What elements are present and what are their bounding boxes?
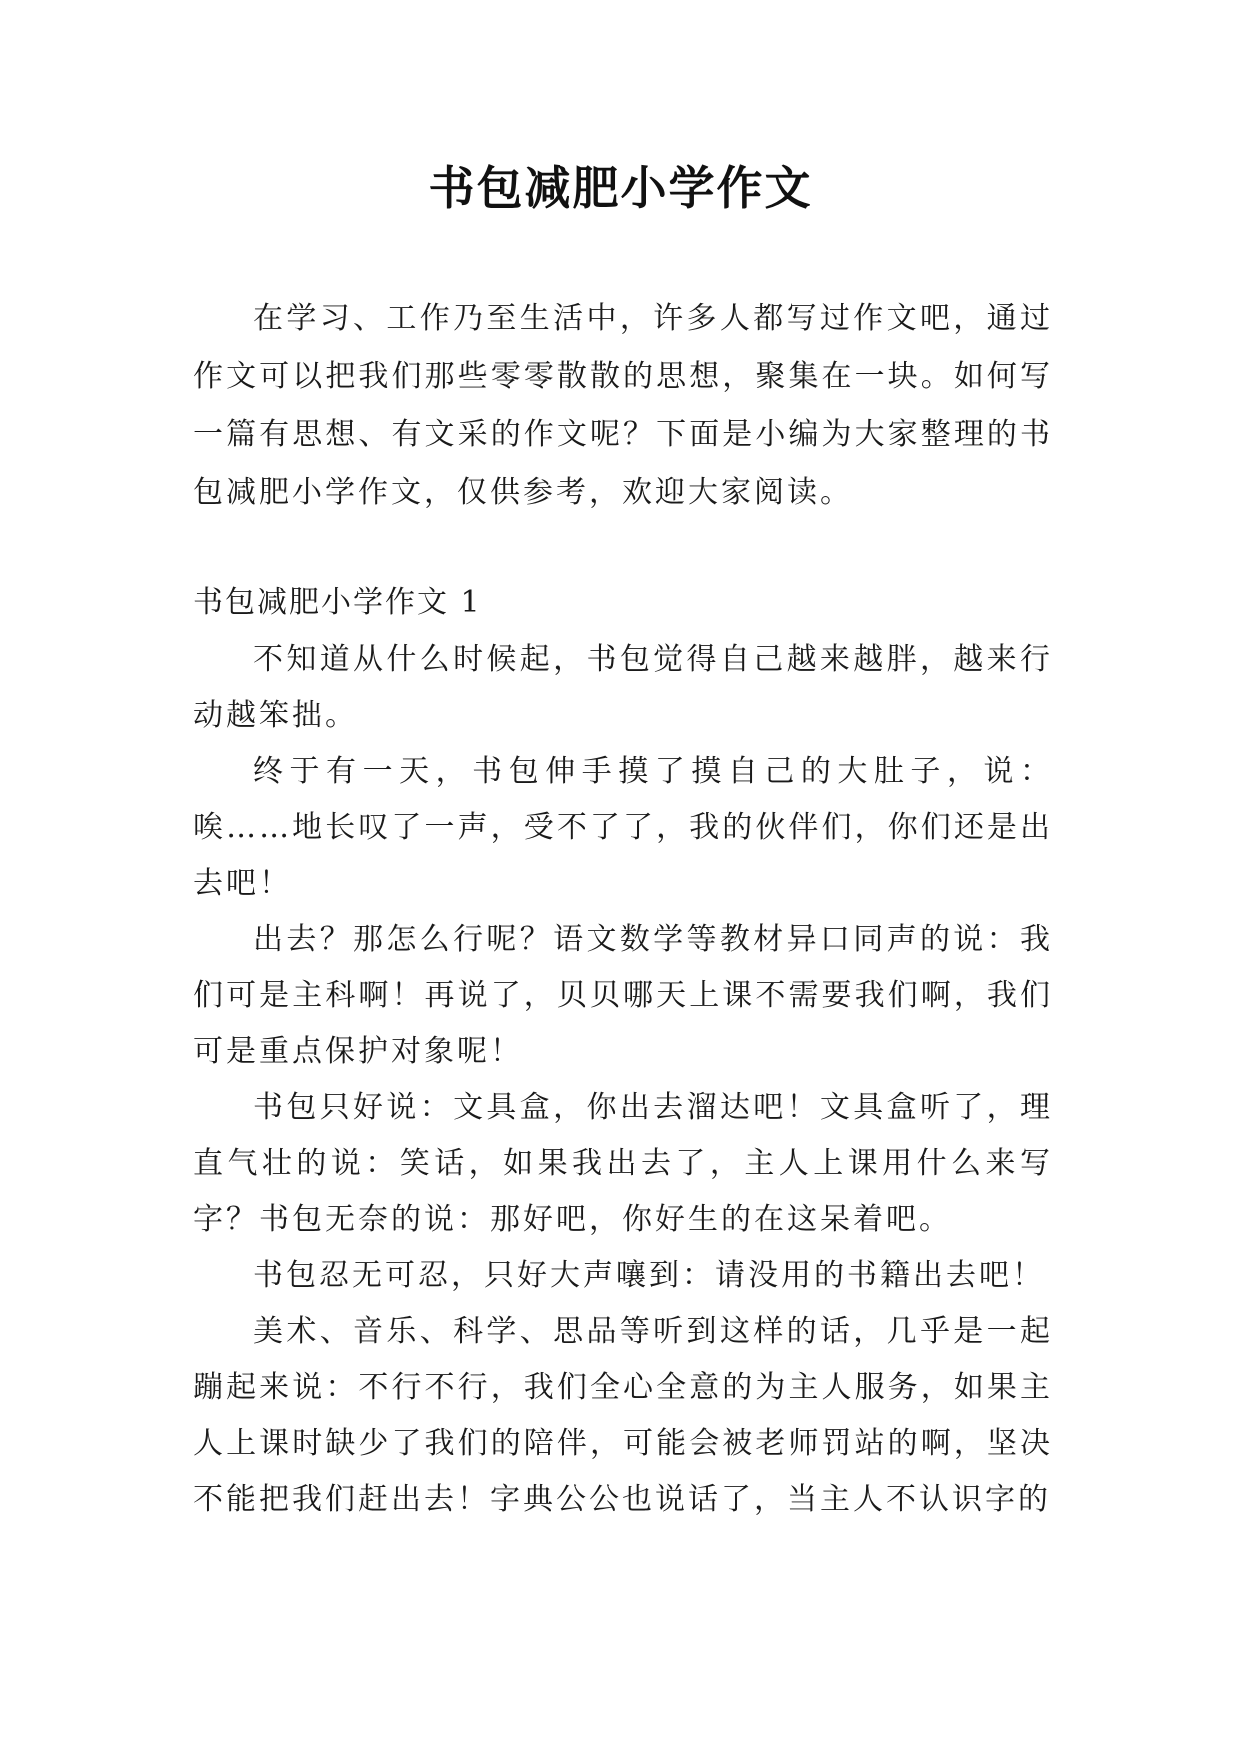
body-paragraph: 出去？那怎么行呢？语文数学等教材异口同声的说：我们可是主科啊！再说了，贝贝哪天上课不需要我们啊，我们可是重点保护对象呢！ [193, 922, 1053, 1069]
intro-paragraph: 在学习、工作乃至生活中，许多人都写过作文吧，通过作文可以把我们那些零零散散的思想，聚集在一块。如何写一篇有思想、有文采的作文呢？下面是小编为大家整理的书包减肥小学作文，仅供参考，欢迎大家阅读。 [193, 301, 1053, 510]
body-paragraph: 不知道从什么时候起，书包觉得自己越来越胖，越来行动越笨拙。 [193, 642, 1053, 733]
body-paragraph: 书包只好说：文具盒，你出去溜达吧！文具盒听了，理直气壮的说：笑话，如果我出去了，主人上课用什么来写字？书包无奈的说：那好吧，你好生的在这呆着吧。 [193, 1090, 1053, 1237]
document-title: 书包减肥小学作文 [428, 161, 813, 215]
body-paragraph: 终于有一天，书包伸手摸了摸自己的大肚子，说：唉……地长叹了一声，受不了了，我的伙伴们，你们还是出去吧！ [193, 754, 1053, 901]
body-paragraph: 书包忍无可忍，只好大声嚷到：请没用的书籍出去吧！ [253, 1258, 1045, 1293]
body-paragraph: 美术、音乐、科学、思品等听到这样的话，几乎是一起蹦起来说：不行不行，我们全心全意的为主人服务，如果主人上课时缺少了我们的陪伴，可能会被老师罚站的啊，坚决不能把我们赶出去！字典公公也说话了，当主人不认识字的 [193, 1314, 1053, 1517]
section-heading: 书包减肥小学作文 1 [193, 585, 482, 620]
document-body [193, 290, 1053, 1528]
